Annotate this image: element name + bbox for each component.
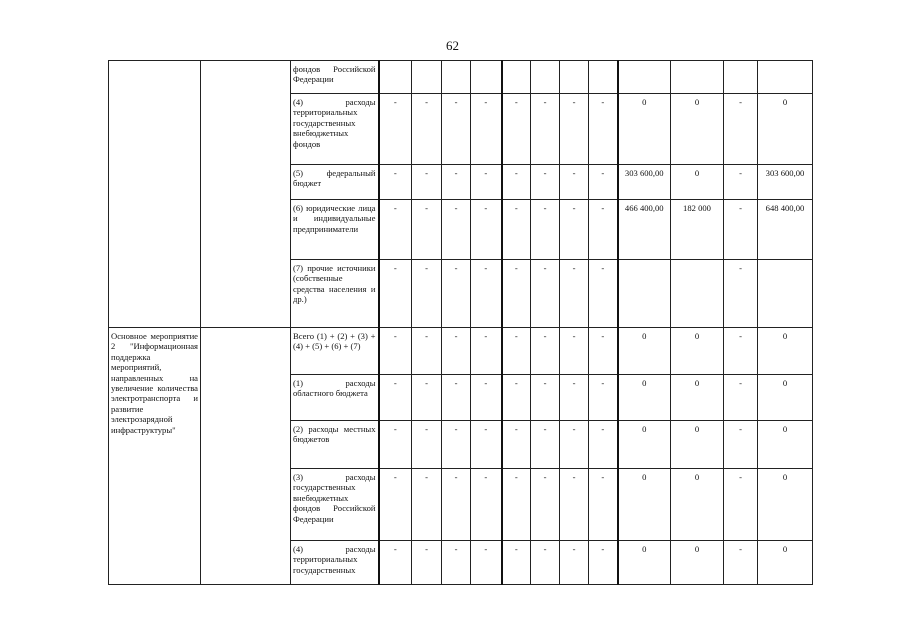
value-cell: 0 bbox=[618, 541, 671, 585]
value-cell: - bbox=[531, 165, 560, 200]
value-cell: - bbox=[471, 375, 502, 421]
value-cell: 0 bbox=[618, 421, 671, 469]
funding-source-cell: (1) расходы областного бюджета bbox=[291, 375, 379, 421]
value-cell: - bbox=[379, 469, 412, 541]
value-cell: - bbox=[724, 200, 758, 260]
value-cell: 0 bbox=[758, 541, 813, 585]
value-cell: - bbox=[471, 200, 502, 260]
activity-cell bbox=[109, 61, 201, 328]
value-cell: - bbox=[502, 165, 531, 200]
value-cell: - bbox=[442, 375, 471, 421]
value-cell: - bbox=[471, 94, 502, 165]
value-cell: - bbox=[379, 375, 412, 421]
value-cell: - bbox=[531, 200, 560, 260]
value-cell: - bbox=[724, 541, 758, 585]
value-cell bbox=[412, 61, 442, 94]
value-cell: - bbox=[531, 375, 560, 421]
value-cell: - bbox=[724, 328, 758, 375]
value-cell: 303 600,00 bbox=[758, 165, 813, 200]
value-cell: 648 400,00 bbox=[758, 200, 813, 260]
value-cell: - bbox=[724, 165, 758, 200]
value-cell: - bbox=[589, 165, 618, 200]
funding-source-cell: (3) расходы государственных внебюджетных фондов Российской Федерации bbox=[291, 469, 379, 541]
value-cell: 0 bbox=[671, 328, 724, 375]
table-row bbox=[109, 328, 813, 375]
value-cell: - bbox=[442, 165, 471, 200]
value-cell: - bbox=[412, 469, 442, 541]
value-cell: - bbox=[589, 421, 618, 469]
value-cell: 0 bbox=[618, 94, 671, 165]
value-cell: - bbox=[589, 375, 618, 421]
value-cell: - bbox=[442, 94, 471, 165]
value-cell bbox=[560, 61, 589, 94]
value-cell: - bbox=[589, 469, 618, 541]
value-cell: - bbox=[531, 421, 560, 469]
value-cell: - bbox=[589, 328, 618, 375]
value-cell bbox=[671, 61, 724, 94]
value-cell: - bbox=[724, 260, 758, 328]
value-cell bbox=[758, 61, 813, 94]
value-cell: 0 bbox=[758, 94, 813, 165]
value-cell bbox=[618, 61, 671, 94]
funding-source-cell: (5) федеральный бюджет bbox=[291, 165, 379, 200]
value-cell: - bbox=[531, 94, 560, 165]
value-cell bbox=[589, 61, 618, 94]
value-cell: - bbox=[471, 541, 502, 585]
value-cell: 182 000 bbox=[671, 200, 724, 260]
value-cell: - bbox=[471, 469, 502, 541]
value-cell: 0 bbox=[758, 469, 813, 541]
value-cell: - bbox=[502, 421, 531, 469]
value-cell: - bbox=[560, 260, 589, 328]
value-cell: - bbox=[442, 541, 471, 585]
value-cell: - bbox=[412, 328, 442, 375]
value-cell bbox=[502, 61, 531, 94]
value-cell: - bbox=[502, 541, 531, 585]
value-cell: - bbox=[412, 541, 442, 585]
value-cell: - bbox=[471, 328, 502, 375]
value-cell: 0 bbox=[671, 165, 724, 200]
funding-source-cell: (6) юридические лица и индивидуальные предприниматели bbox=[291, 200, 379, 260]
activity-cell: Основное мероприятие 2 "Информационная поддержка мероприятий, направленных на увеличение количества электротранспорта и развитие электрозарядной инфраструктуры" bbox=[109, 328, 201, 585]
value-cell: - bbox=[560, 328, 589, 375]
value-cell: - bbox=[471, 421, 502, 469]
value-cell: - bbox=[531, 469, 560, 541]
value-cell: - bbox=[589, 260, 618, 328]
value-cell: 303 600,00 bbox=[618, 165, 671, 200]
value-cell: - bbox=[412, 165, 442, 200]
value-cell: - bbox=[560, 200, 589, 260]
value-cell: 0 bbox=[618, 328, 671, 375]
value-cell: 0 bbox=[758, 375, 813, 421]
value-cell: - bbox=[724, 375, 758, 421]
value-cell: - bbox=[379, 541, 412, 585]
table-row bbox=[109, 61, 813, 94]
value-cell: - bbox=[442, 260, 471, 328]
funding-source-cell: (7) прочие источники (собственные средства населения и др.) bbox=[291, 260, 379, 328]
value-cell: - bbox=[502, 94, 531, 165]
funding-table bbox=[108, 60, 813, 585]
value-cell: - bbox=[502, 469, 531, 541]
value-cell: - bbox=[412, 260, 442, 328]
funding-source-cell: (2) расходы местных бюджетов bbox=[291, 421, 379, 469]
value-cell: - bbox=[379, 328, 412, 375]
value-cell: - bbox=[442, 328, 471, 375]
value-cell: 0 bbox=[758, 421, 813, 469]
value-cell bbox=[471, 61, 502, 94]
value-cell: - bbox=[724, 421, 758, 469]
value-cell: 0 bbox=[618, 469, 671, 541]
value-cell: - bbox=[442, 469, 471, 541]
value-cell bbox=[758, 260, 813, 328]
value-cell: - bbox=[589, 94, 618, 165]
funding-source-cell: фондов Российской Федерации bbox=[291, 61, 379, 94]
value-cell bbox=[724, 61, 758, 94]
executor-cell bbox=[201, 61, 291, 328]
page-number: 62 bbox=[446, 38, 459, 53]
value-cell: - bbox=[724, 94, 758, 165]
value-cell: - bbox=[502, 260, 531, 328]
value-cell: 0 bbox=[671, 421, 724, 469]
value-cell: - bbox=[379, 165, 412, 200]
value-cell: - bbox=[560, 421, 589, 469]
value-cell bbox=[671, 260, 724, 328]
value-cell: - bbox=[442, 421, 471, 469]
funding-source-cell: (4) расходы территориальных государственных внебюджетных фондов bbox=[291, 94, 379, 165]
value-cell: - bbox=[589, 541, 618, 585]
value-cell: - bbox=[502, 328, 531, 375]
value-cell: - bbox=[412, 421, 442, 469]
value-cell bbox=[531, 61, 560, 94]
value-cell: - bbox=[502, 200, 531, 260]
value-cell bbox=[618, 260, 671, 328]
value-cell: - bbox=[589, 200, 618, 260]
value-cell bbox=[379, 61, 412, 94]
value-cell: 0 bbox=[671, 94, 724, 165]
value-cell: - bbox=[531, 260, 560, 328]
funding-source-cell: Всего (1) + (2) + (3) + (4) + (5) + (6) + (7) bbox=[291, 328, 379, 375]
funding-source-cell: (4) расходы территориальных государственных bbox=[291, 541, 379, 585]
value-cell: - bbox=[560, 375, 589, 421]
value-cell: - bbox=[442, 200, 471, 260]
value-cell: - bbox=[531, 541, 560, 585]
value-cell: - bbox=[471, 165, 502, 200]
value-cell: 0 bbox=[758, 328, 813, 375]
value-cell: - bbox=[412, 200, 442, 260]
value-cell: 466 400,00 bbox=[618, 200, 671, 260]
value-cell: - bbox=[379, 94, 412, 165]
value-cell: - bbox=[560, 94, 589, 165]
value-cell: - bbox=[560, 165, 589, 200]
value-cell: - bbox=[412, 94, 442, 165]
value-cell bbox=[442, 61, 471, 94]
value-cell: - bbox=[379, 200, 412, 260]
value-cell: - bbox=[379, 260, 412, 328]
value-cell: - bbox=[471, 260, 502, 328]
value-cell: - bbox=[560, 469, 589, 541]
value-cell: - bbox=[412, 375, 442, 421]
value-cell: 0 bbox=[618, 375, 671, 421]
value-cell: 0 bbox=[671, 469, 724, 541]
executor-cell bbox=[201, 328, 291, 585]
value-cell: - bbox=[531, 328, 560, 375]
value-cell: - bbox=[724, 469, 758, 541]
value-cell: 0 bbox=[671, 375, 724, 421]
value-cell: 0 bbox=[671, 541, 724, 585]
value-cell: - bbox=[502, 375, 531, 421]
value-cell: - bbox=[560, 541, 589, 585]
value-cell: - bbox=[379, 421, 412, 469]
